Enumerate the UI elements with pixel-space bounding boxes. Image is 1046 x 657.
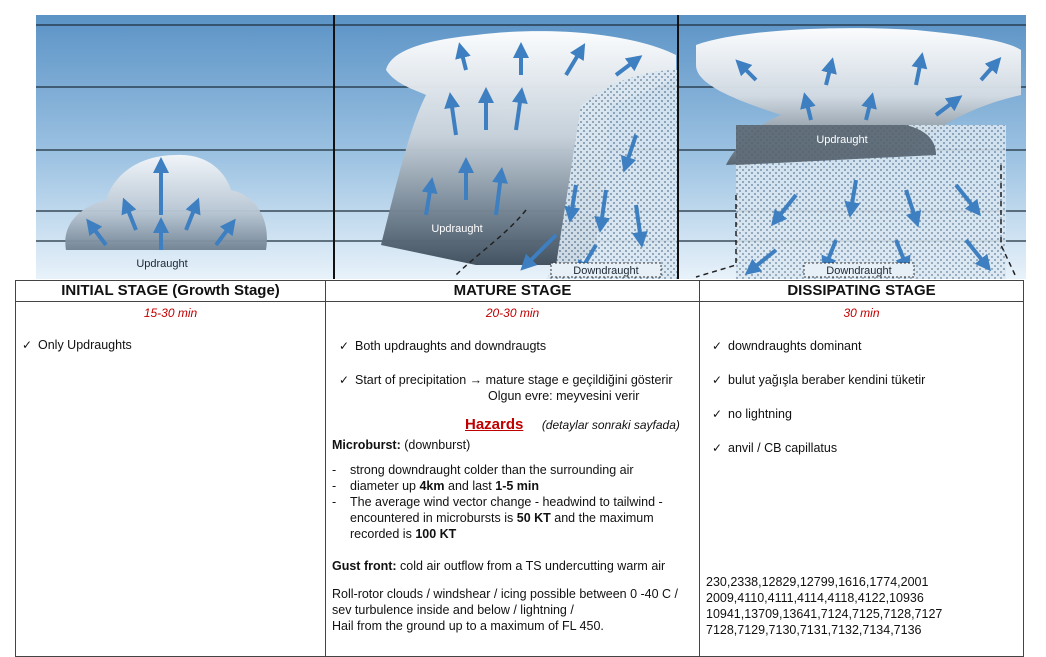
- reference-number-line-4: 7128,7129,7130,7131,7132,7134,7136: [706, 623, 922, 637]
- mb3-d: 100 KT: [415, 527, 457, 541]
- dissipating-item-3: ✓ no lightning: [706, 406, 1023, 422]
- dissipating-updraught-label: Updraught: [816, 134, 868, 146]
- mature-item-1: ✓ Both updraughts and downdraugts: [333, 338, 699, 354]
- thunderstorm-stages-illustration: [36, 15, 1026, 279]
- mature-item-2: ✓ Start of precipitation → mature stage e geçildiğini gösterir: [333, 372, 699, 388]
- dissipating-item-1: ✓ downdraughts dominant: [706, 338, 1023, 354]
- dissipating-stage-header: DISSIPATING STAGE: [700, 281, 1024, 302]
- initial-item: ✓ Only Updraughts: [16, 337, 325, 353]
- initial-duration: 15-30 min: [143, 306, 198, 320]
- roll-rotor-line-2: sev turbulence inside and below / lightning /: [332, 603, 574, 617]
- mature-downdraught-label: Downdraught: [573, 265, 639, 277]
- stages-table: [15, 280, 1024, 657]
- reference-number-line-1: 230,2338,12829,12799,1616,1774,2001: [706, 575, 929, 589]
- mature-duration: 20-30 min: [485, 306, 540, 320]
- hazards-note: (detaylar sonraki sayfada): [541, 418, 680, 432]
- reference-number-line-3: 10941,13709,13641,7124,7125,7128,7127: [706, 607, 943, 621]
- hazards-heading: [326, 416, 699, 434]
- initial-stage-header: INITIAL STAGE (Growth Stage): [16, 281, 326, 302]
- mature-updraught-label: Updraught: [431, 223, 483, 235]
- dissipating-duration: 30 min: [843, 306, 880, 320]
- mature-stage-header: MATURE STAGE: [326, 281, 700, 302]
- initial-updraught-label: Updraught: [136, 258, 188, 270]
- mb2-b: 4km: [419, 479, 445, 493]
- gust-front-line: [326, 558, 699, 574]
- mb3-c: and the maximum recorded is: [350, 511, 654, 541]
- microburst-point-1: - strong downdraught colder than the surrounding air: [328, 462, 699, 478]
- mb3-a: The average wind vector change - headwind to tailwind - encountered in microbursts is: [350, 495, 663, 525]
- mb2-a: diameter up: [350, 479, 420, 493]
- dissipating-stage-cell: [700, 302, 1024, 657]
- microburst-heading: [326, 437, 699, 453]
- roll-rotor-line-1: Roll-rotor clouds / windshear / icing possible between 0 -40 C /: [332, 587, 679, 601]
- dissipating-item-4: ✓ anvil / CB capillatus: [706, 440, 1023, 456]
- microburst-point-2: [328, 478, 699, 494]
- microburst-point-3: [328, 494, 699, 542]
- mb3-b: 50 KT: [516, 511, 551, 525]
- gust-text: cold air outflow from a TS undercutting warm air: [396, 559, 666, 573]
- gust-label: Gust front:: [332, 559, 397, 573]
- mature-item-2-sub: Olgun evre: meyvesini verir: [488, 389, 640, 403]
- reference-number-line-2: 2009,4110,4111,4114,4118,4122,10936: [706, 591, 924, 605]
- dissipating-item-2: ✓ bulut yağışla beraber kendini tüketir: [706, 372, 1023, 388]
- mature-stage-cell: [326, 302, 700, 657]
- mb2-c: and last: [444, 479, 496, 493]
- initial-stage-cell: [16, 302, 326, 657]
- roll-rotor-line-3: Hail from the ground up to a maximum of FL 450.: [332, 619, 604, 633]
- microburst-note: (downburst): [404, 438, 471, 452]
- dissipating-downdraught-label: Downdraught: [826, 265, 892, 277]
- microburst-label: Microburst:: [332, 438, 401, 452]
- mb2-d: 1-5 min: [495, 479, 540, 493]
- hazards-title: Hazards: [465, 416, 524, 433]
